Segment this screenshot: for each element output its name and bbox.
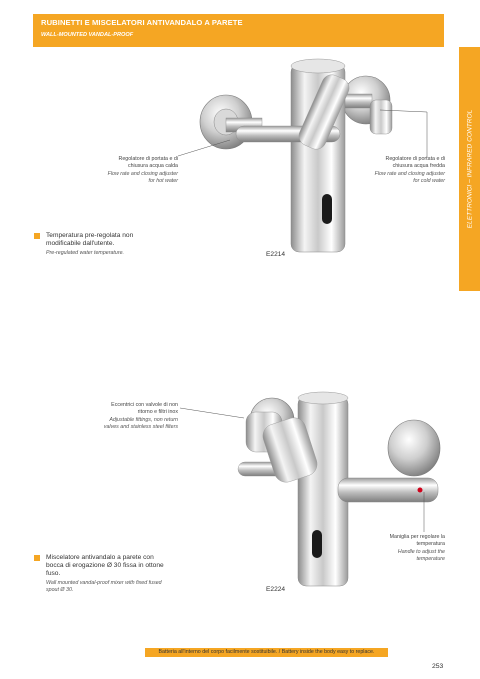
- right-wall-flange-2: [388, 420, 440, 476]
- callout-line-fittings: [180, 408, 244, 418]
- hot-adjuster-label-it: Regolatore di portata e di chiusura acqua calda: [118, 156, 178, 169]
- temperature-marker: [418, 488, 423, 493]
- feature-e2214: [46, 232, 166, 257]
- fittings-label-en: Adjustable fittings, non return valves and stainless steel filters: [103, 417, 178, 430]
- feature-e2224-en: Wall mounted vandal-proof mixer with fixed fused spout Ø 30.: [46, 580, 162, 593]
- thermostat-handle: [338, 478, 438, 502]
- product-code-e2214: E2214: [266, 251, 286, 258]
- body-top: [291, 59, 345, 73]
- infrared-sensor: [322, 194, 332, 224]
- faucet-e2214-image: [200, 59, 392, 252]
- feature-e2214-en: Pre-regulated water temperature.: [46, 250, 125, 256]
- side-tab-label: ELETTRONICI – INFRARED CONTROL: [466, 109, 473, 229]
- temperature-handle-label: [372, 534, 445, 563]
- feature-e2224: [46, 554, 168, 594]
- cold-adjuster-label-en: Flow rate and closing adjuster for cold water: [374, 171, 445, 184]
- page-number: 253: [432, 663, 444, 670]
- body-top-2: [298, 392, 348, 404]
- header-title: RUBINETTI E MISCELATORI ANTIVANDALO A PARETE: [41, 18, 243, 27]
- feature-e2214-it: Temperatura pre-regolata non modificabile dall'utente.: [46, 232, 134, 247]
- temperature-handle-label-it: Maniglia per regolare la temperatura: [389, 534, 445, 547]
- feature-e2224-it: Miscelatore antivandalo a parete con bocca di erogazione Ø 30 fissa in ottone fuso.: [46, 554, 164, 577]
- infrared-sensor-2: [312, 530, 322, 558]
- bullet-square: [34, 233, 40, 239]
- header-subtitle: WALL-MOUNTED VANDAL-PROOF: [41, 32, 134, 38]
- cold-adjuster-label: [367, 156, 445, 185]
- fittings-label: [100, 402, 178, 431]
- product-code-e2224: E2224: [266, 586, 286, 593]
- footer-note: Batteria all'interno del corpo facilmente sostituibile. / Battery inside the body easy to replace.: [145, 648, 388, 657]
- fittings-label-it: Eccentrici con valvole di non ritorno e filtri inox: [111, 402, 178, 415]
- temperature-handle-label-en: Handle to adjust the temperature: [397, 549, 445, 562]
- cold-adjuster-label-it: Regolatore di portata e di chiusura acqua fredda: [385, 156, 445, 169]
- bullet-square-2: [34, 555, 40, 561]
- hot-adjuster-label: [100, 156, 178, 185]
- hot-adjuster-label-en: Flow rate and closing adjuster for hot water: [107, 171, 178, 184]
- right-adjuster: [370, 100, 392, 134]
